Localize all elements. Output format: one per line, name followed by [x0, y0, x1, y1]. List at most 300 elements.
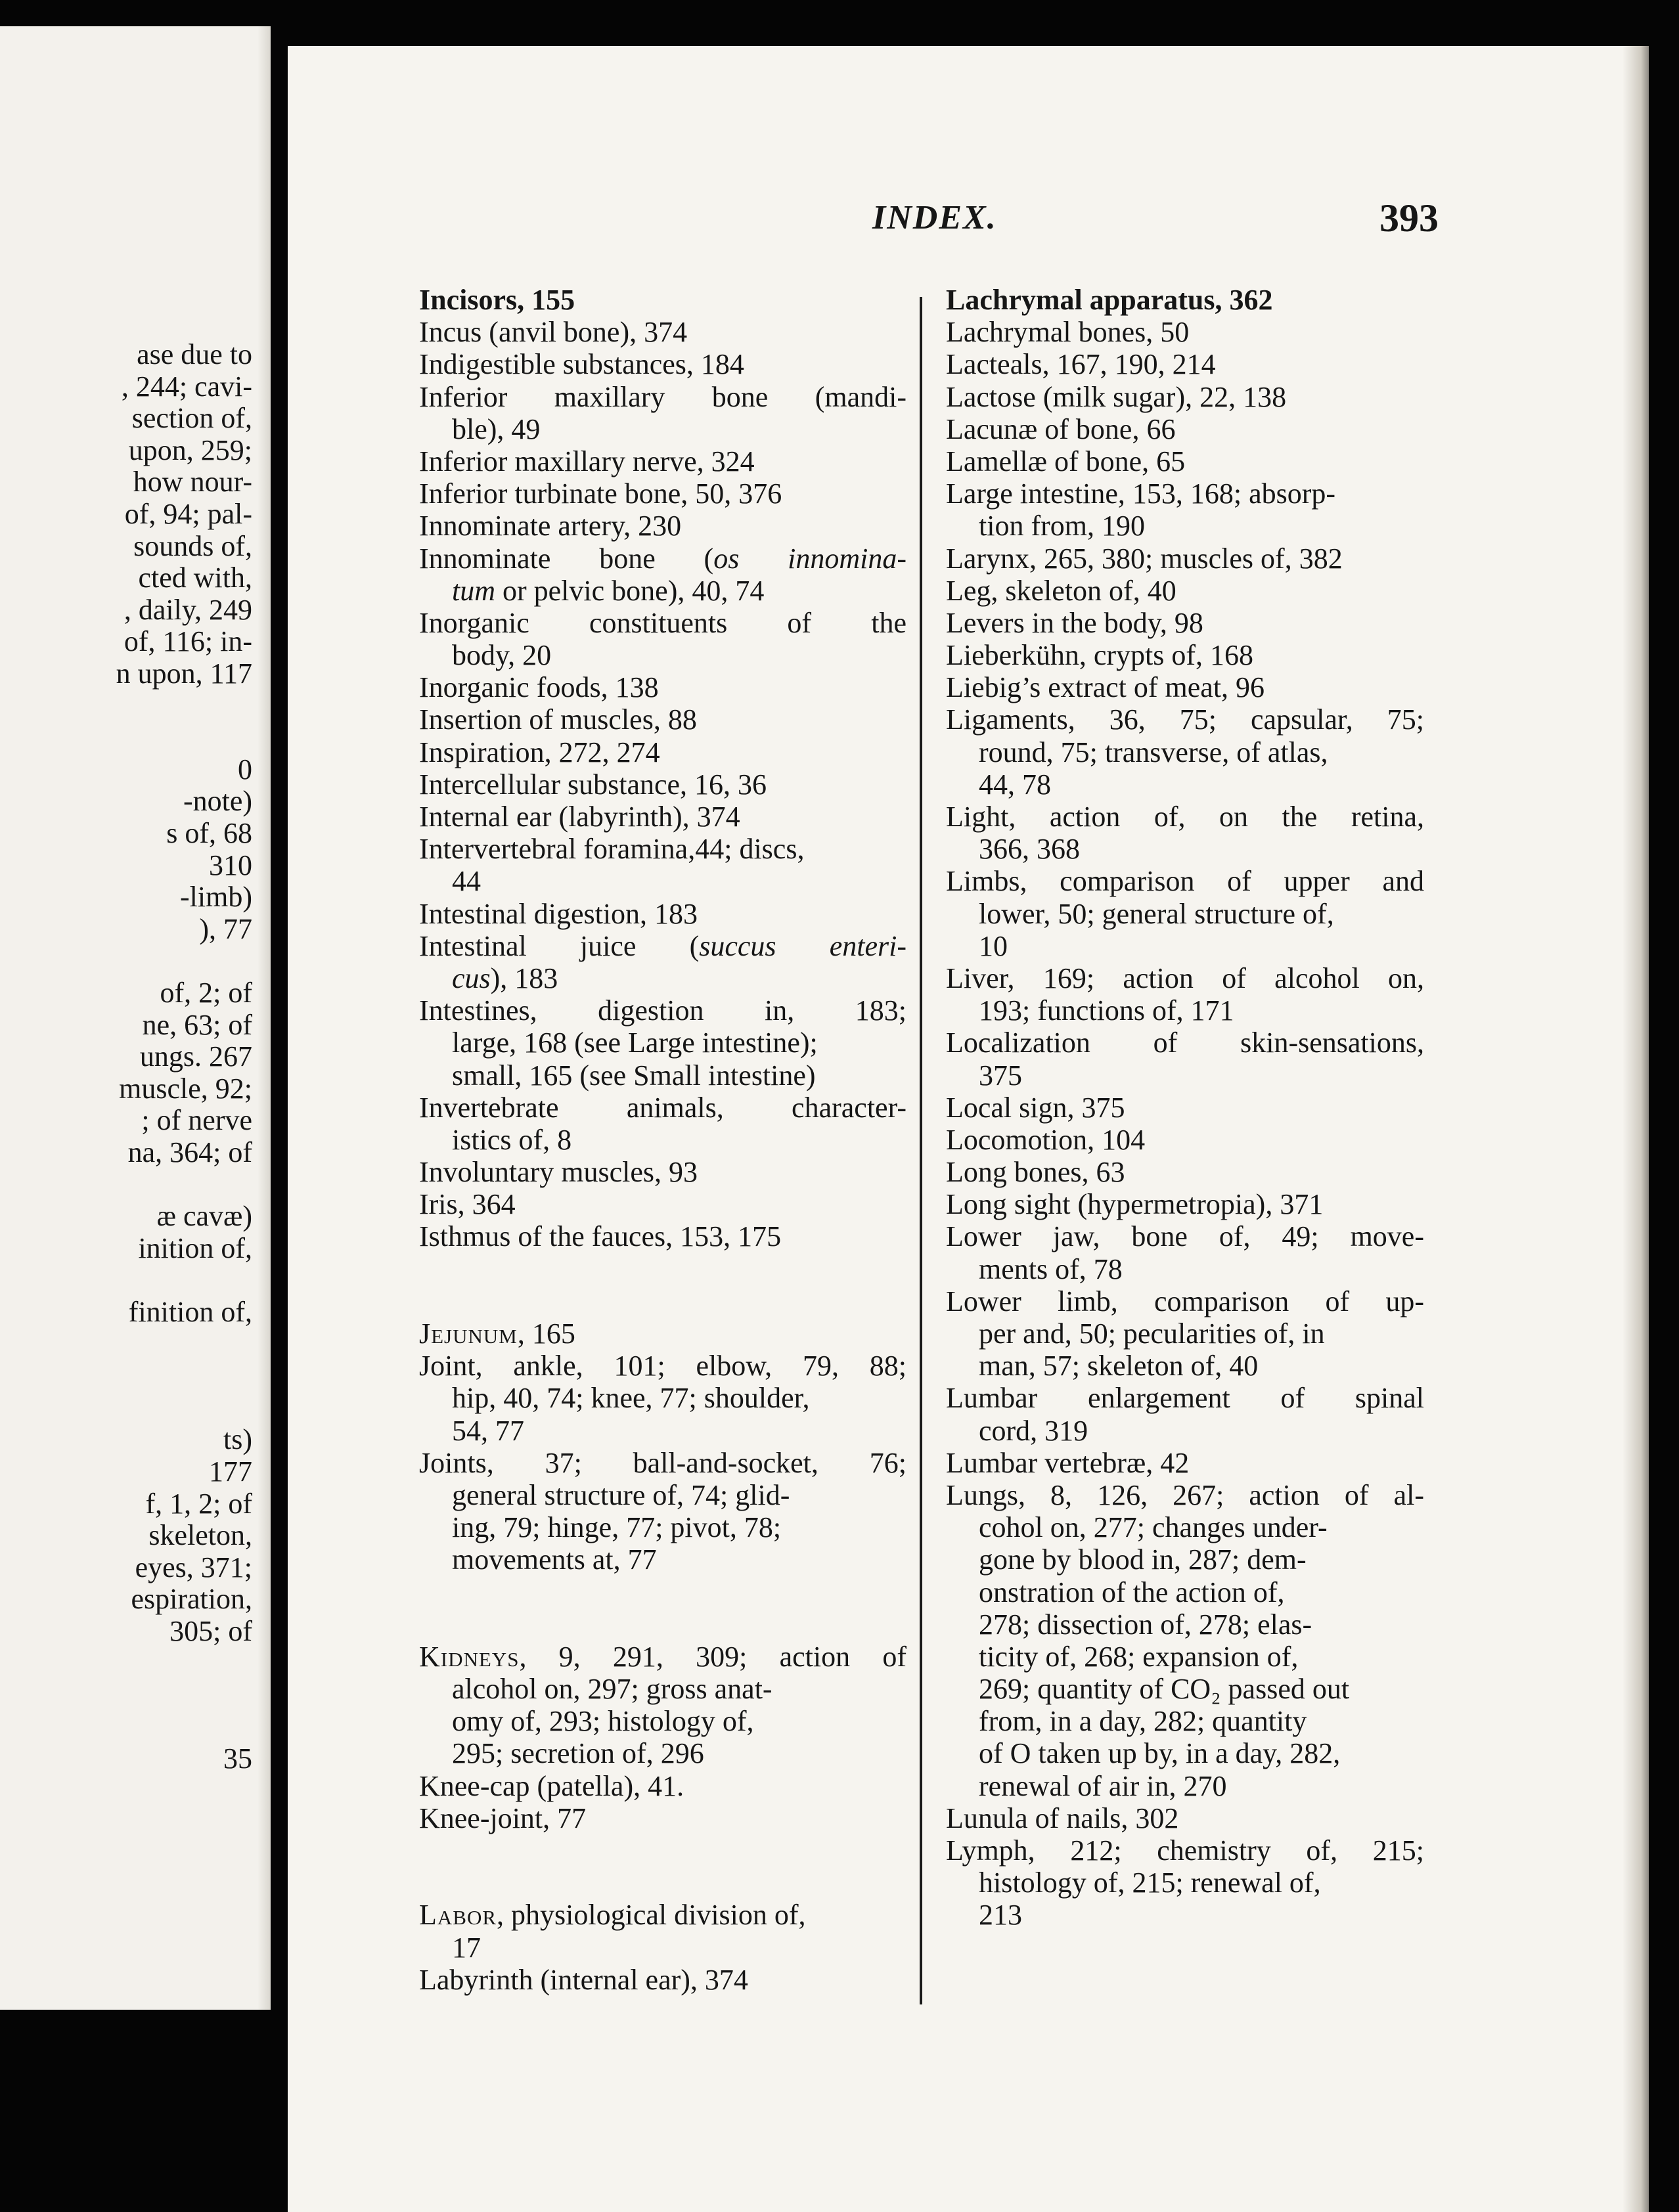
entry-text	[946, 607, 1203, 639]
entry-segment: renewal of air in, 270	[979, 1769, 1227, 1802]
entry-text	[452, 1673, 772, 1705]
entry-segment: Larynx, 265, 380; muscles of, 382	[946, 542, 1343, 575]
facing-page-line: cted with,	[138, 562, 252, 594]
index-entry	[946, 284, 1424, 316]
index-entry	[419, 768, 907, 801]
facing-page-line: 310	[209, 849, 252, 881]
entry-text	[946, 1220, 1424, 1252]
entry-segment: Lumbar vertebræ, 42	[946, 1446, 1190, 1479]
entry-segment: 193; functions of, 171	[979, 994, 1234, 1027]
entry-text	[979, 833, 1080, 865]
entry-spacer	[419, 1608, 907, 1641]
entry-text	[979, 1608, 1312, 1641]
index-entry	[419, 542, 907, 575]
index-column-right	[946, 284, 1424, 1932]
entry-segment: Isthmus of the fauces, 153, 175	[419, 1220, 782, 1253]
entry-text	[946, 445, 1185, 477]
entry-segment: , physiological division of,	[497, 1899, 806, 1932]
entry-spacer	[419, 1834, 907, 1867]
entry-segment: histology of, 215; renewal of,	[979, 1867, 1321, 1899]
index-entry-continuation	[946, 1059, 1424, 1092]
index-entry	[946, 607, 1424, 639]
facing-page-line: ), 77	[199, 912, 252, 945]
entry-segment: Lacteals, 167, 190, 214	[946, 348, 1216, 381]
entry-segment: alcohol on, 297; gross anat-	[452, 1673, 772, 1706]
entry-segment: Limbs, comparison of upper and	[946, 865, 1424, 898]
entry-segment: 269; quantity of CO₂ passed out	[979, 1673, 1350, 1706]
entry-text	[452, 962, 558, 994]
entry-text	[452, 639, 551, 671]
index-entry	[419, 445, 907, 477]
entry-text	[419, 801, 740, 833]
index-entry-continuation	[946, 1770, 1424, 1802]
entry-text	[419, 542, 907, 575]
entry-text	[946, 865, 1424, 897]
facing-page-line: eyes, 371;	[135, 1551, 252, 1583]
entry-segment: Lactose (milk sugar), 22, 138	[946, 380, 1287, 413]
entry-segment: Light, action of, on the retina,	[946, 801, 1424, 833]
entry-segment: Lunula of nails, 302	[946, 1802, 1179, 1834]
index-entry-continuation	[419, 1124, 907, 1156]
facing-page-line: espiration,	[131, 1583, 252, 1616]
entry-text	[419, 768, 767, 801]
index-entry	[946, 801, 1424, 833]
facing-page-line: -note)	[183, 785, 252, 818]
index-entry	[419, 1156, 907, 1188]
entry-segment: Joint, ankle, 101; elbow, 79, 88;	[419, 1350, 907, 1382]
entry-segment: Internal ear (labyrinth), 374	[419, 801, 740, 833]
index-entry-continuation	[946, 930, 1424, 962]
letter-heading-word: Jejunum	[419, 1317, 518, 1350]
index-entry	[419, 1350, 907, 1382]
index-entry-continuation	[419, 962, 907, 994]
entry-text	[946, 1156, 1125, 1188]
entry-text	[979, 1737, 1340, 1769]
entry-text	[979, 510, 1145, 542]
facing-page-line: -limb)	[180, 881, 252, 914]
index-entry-continuation	[946, 1705, 1424, 1737]
entry-spacer	[419, 1285, 907, 1317]
index-entry-continuation	[419, 413, 907, 445]
entry-segment: Lachrymal apparatus, 362	[946, 284, 1273, 316]
entry-segment: movements at, 77	[452, 1543, 657, 1576]
index-entry	[419, 1188, 907, 1220]
index-entry-continuation	[946, 1543, 1424, 1576]
entry-text	[946, 575, 1176, 607]
entry-segment: ticity of, 268; expansion of,	[979, 1640, 1299, 1673]
entry-segment: Ligaments, 36, 75; capsular, 75;	[946, 703, 1424, 736]
letter-heading-word: Kidneys	[419, 1640, 520, 1673]
entry-segment: gone by blood in, 287; dem-	[979, 1543, 1307, 1576]
entry-segment: tion from, 190	[979, 510, 1145, 542]
entry-segment: Lamellæ of bone, 65	[946, 445, 1186, 477]
entry-text	[979, 1899, 1022, 1931]
entry-segment: 278; dissection of, 278; elas-	[979, 1608, 1312, 1641]
index-entry	[946, 639, 1424, 671]
index-entry-continuation	[419, 1705, 907, 1737]
entry-text	[946, 413, 1175, 445]
entry-text	[452, 1382, 810, 1414]
index-entry-continuation	[419, 865, 907, 897]
entry-segment: cohol on, 277; changes under-	[979, 1511, 1328, 1544]
entry-segment: Lower jaw, bone of, 49; move-	[946, 1220, 1424, 1253]
index-entry	[946, 1479, 1424, 1511]
index-entry-continuation	[946, 768, 1424, 801]
index-entry-continuation	[419, 1479, 907, 1511]
entry-text	[946, 1834, 1424, 1867]
index-entry-continuation	[946, 898, 1424, 930]
entry-text	[979, 898, 1334, 930]
entry-spacer	[419, 1253, 907, 1285]
index-entry	[946, 348, 1424, 380]
entry-segment: Incus (anvil bone), 374	[419, 316, 688, 349]
entry-text	[419, 1802, 586, 1834]
entry-segment: Lumbar enlargement of spinal	[946, 1382, 1424, 1415]
facing-page-line: section of,	[131, 402, 252, 435]
entry-segment: istics of, 8	[452, 1123, 572, 1156]
index-entry-continuation	[419, 1382, 907, 1414]
index-entry	[419, 381, 907, 413]
facing-page-line: ne, 63; of	[142, 1008, 252, 1041]
index-entry	[419, 284, 907, 316]
column-rule	[920, 297, 922, 2004]
entry-text	[419, 1188, 516, 1220]
index-entry	[946, 703, 1424, 736]
entry-segment: Levers in the body, 98	[946, 606, 1203, 639]
facing-page-line: of, 2; of	[160, 977, 252, 1009]
index-entry	[419, 833, 907, 865]
index-entry	[419, 1641, 907, 1673]
entry-text	[946, 801, 1424, 833]
entry-segment: of O taken up by, in a day, 282,	[979, 1737, 1341, 1770]
index-entry-continuation	[419, 1059, 907, 1092]
entry-segment: Involuntary muscles, 93	[419, 1156, 698, 1189]
entry-segment: Knee-cap (patella), 41.	[419, 1769, 684, 1802]
entry-segment: hip, 40, 74; knee, 77; shoulder,	[452, 1382, 810, 1415]
entry-segment: cord, 319	[979, 1414, 1088, 1447]
entry-text	[419, 1447, 907, 1479]
entry-text	[979, 1350, 1258, 1382]
entry-text	[979, 1705, 1307, 1737]
index-entry-continuation	[419, 1415, 907, 1447]
facing-page-line: 35	[223, 1742, 252, 1775]
entry-text	[946, 1382, 1424, 1414]
index-entry-continuation	[946, 1317, 1424, 1350]
entry-text	[946, 1447, 1189, 1479]
index-entry	[419, 1802, 907, 1834]
entry-text	[979, 1317, 1325, 1350]
index-entry	[946, 381, 1424, 413]
index-entry	[946, 477, 1424, 510]
entry-text	[946, 1188, 1323, 1220]
entry-text	[979, 1641, 1298, 1673]
facing-page-line: f, 1, 2; of	[145, 1487, 252, 1520]
entry-segment: , 9, 291, 309; action of	[519, 1640, 907, 1673]
index-entry	[419, 348, 907, 380]
entry-text	[419, 1899, 806, 1931]
index-entry	[419, 898, 907, 930]
entry-text	[419, 994, 907, 1027]
entry-text	[979, 768, 1051, 801]
entry-text	[419, 1092, 907, 1124]
entry-segment: Invertebrate animals, character-	[419, 1091, 907, 1124]
entry-text	[419, 445, 755, 477]
index-entry	[419, 671, 907, 703]
entry-text	[452, 1059, 816, 1092]
facing-page-line: , 244; cavi-	[121, 370, 252, 403]
index-column-left	[419, 284, 907, 1996]
index-entry	[946, 1802, 1424, 1834]
index-entry-continuation	[946, 1737, 1424, 1769]
entry-segment: 295; secretion of, 296	[452, 1737, 704, 1770]
entry-segment: Intestinal digestion, 183	[419, 897, 698, 930]
entry-segment: large, 168 (see Large intestine);	[452, 1027, 818, 1059]
index-entry-continuation	[419, 1673, 907, 1705]
entry-segment: Indigestible substances, 184	[419, 348, 744, 381]
entry-text	[419, 1220, 781, 1252]
entry-text	[419, 381, 907, 413]
facing-page-line: 305; of	[169, 1615, 252, 1647]
gutter-shadow	[257, 26, 271, 2010]
entry-text	[979, 1576, 1285, 1608]
index-entry	[946, 575, 1424, 607]
entry-segment: 44	[452, 865, 481, 898]
index-entry	[946, 1027, 1424, 1059]
entry-text	[979, 1867, 1321, 1899]
entry-segment: Labyrinth (internal ear), 374	[419, 1963, 748, 1996]
index-entry	[946, 1220, 1424, 1252]
index-entry	[946, 1447, 1424, 1479]
entry-text	[946, 671, 1265, 703]
index-entry	[419, 1447, 907, 1479]
facing-page-line: 177	[209, 1455, 252, 1488]
entry-segment: Iris, 364	[419, 1188, 516, 1221]
index-entry	[946, 962, 1424, 994]
entry-segment: cus	[452, 962, 491, 994]
entry-segment: from, in a day, 282; quantity	[979, 1705, 1307, 1738]
facing-page-line: ase due to	[137, 338, 252, 370]
index-entry	[946, 1092, 1424, 1124]
entry-segment: Liver, 169; action of alcohol on,	[946, 962, 1424, 994]
entry-segment: 213	[979, 1899, 1022, 1932]
entry-text	[452, 1124, 571, 1156]
entry-text	[979, 1059, 1022, 1092]
index-entry-continuation	[419, 1511, 907, 1543]
facing-page-line: na, 364; of	[127, 1136, 252, 1168]
entry-segment: Inorganic foods, 138	[419, 671, 659, 704]
index-entry-continuation	[946, 736, 1424, 768]
entry-text	[946, 348, 1216, 380]
entry-text	[419, 316, 687, 348]
index-entry	[946, 542, 1424, 575]
entry-text	[452, 575, 764, 607]
entry-text	[419, 1350, 907, 1382]
facing-page-line: æ cavæ)	[156, 1200, 252, 1233]
index-entry	[419, 607, 907, 639]
entry-text	[979, 1415, 1088, 1447]
index-entry	[946, 671, 1424, 703]
entry-segment: succus enteri-	[699, 929, 907, 962]
facing-page-fragment	[0, 26, 271, 2010]
entry-segment: Lachrymal bones, 50	[946, 316, 1190, 349]
entry-segment: 375	[979, 1059, 1022, 1092]
entry-text	[452, 1479, 790, 1511]
entry-text	[452, 413, 540, 445]
index-entry	[419, 703, 907, 736]
index-entry	[946, 1285, 1424, 1317]
entry-text	[946, 1479, 1424, 1511]
page-number: 393	[1379, 196, 1439, 240]
entry-text	[979, 1253, 1123, 1285]
entry-segment: Intestines, digestion in, 183;	[419, 994, 907, 1027]
entry-text	[979, 1543, 1307, 1576]
entry-segment: 44, 78	[979, 768, 1051, 801]
index-entry	[946, 1382, 1424, 1414]
index-entry-continuation	[419, 1932, 907, 1964]
entry-segment: Liebig’s extract of meat, 96	[946, 671, 1265, 704]
entry-segment: round, 75; transverse, of atlas,	[979, 736, 1328, 768]
facing-page-line: , daily, 249	[123, 593, 252, 626]
facing-page-line: sounds of,	[133, 529, 252, 562]
facing-page-line: inition of,	[138, 1231, 252, 1264]
index-entry	[946, 1156, 1424, 1188]
entry-segment: or pelvic bone), 40, 74	[495, 574, 765, 607]
entry-text	[452, 1027, 818, 1059]
entry-text	[419, 348, 744, 380]
entry-text	[979, 994, 1234, 1027]
entry-segment: Inspiration, 272, 274	[419, 736, 660, 768]
index-entry-continuation	[946, 1253, 1424, 1285]
facing-page-line: n upon, 117	[116, 657, 252, 690]
entry-segment: onstration of the action of,	[979, 1576, 1285, 1608]
index-entry	[419, 1092, 907, 1124]
page-edge-shadow	[1623, 46, 1649, 2212]
entry-text	[946, 284, 1272, 316]
entry-segment: Lower limb, comparison of up-	[946, 1285, 1424, 1317]
entry-segment: Long bones, 63	[946, 1156, 1125, 1189]
entry-text	[979, 1770, 1227, 1802]
entry-text	[419, 1770, 684, 1802]
entry-segment: ing, 79; hinge, 77; pivot, 78;	[452, 1511, 782, 1544]
index-entry-continuation	[946, 1608, 1424, 1641]
index-entry	[419, 994, 907, 1027]
entry-segment: Locomotion, 104	[946, 1123, 1146, 1156]
index-entry	[419, 1964, 907, 1996]
entry-text	[419, 930, 907, 962]
entry-segment: 10	[979, 929, 1008, 962]
index-entry-continuation	[946, 510, 1424, 542]
index-entry-continuation	[946, 1867, 1424, 1899]
entry-segment: Long sight (hypermetropia), 371	[946, 1188, 1324, 1221]
entry-text	[419, 284, 575, 316]
entry-text	[419, 1317, 575, 1350]
entry-segment: Large intestine, 153, 168; absorp-	[946, 477, 1336, 510]
index-entry-continuation	[946, 1350, 1424, 1382]
entry-segment: ), 183	[490, 962, 558, 994]
index-page	[288, 46, 1649, 2212]
facing-page-line: muscle, 92;	[119, 1072, 252, 1105]
entry-text	[419, 607, 907, 639]
index-entry-continuation	[946, 1641, 1424, 1673]
entry-text	[419, 510, 681, 542]
index-entry	[419, 1220, 907, 1252]
entry-text	[946, 381, 1286, 413]
entry-segment: Localization of skin-sensations,	[946, 1027, 1424, 1059]
entry-segment: omy of, 293; histology of,	[452, 1705, 754, 1738]
entry-segment: os innomina-	[713, 542, 907, 575]
entry-text	[946, 316, 1189, 348]
entry-text	[946, 1802, 1178, 1834]
entry-text	[419, 1641, 907, 1673]
entry-text	[452, 1543, 657, 1576]
facing-page-line: ; of nerve	[141, 1104, 252, 1137]
index-entry	[419, 510, 907, 542]
entry-spacer	[419, 1576, 907, 1608]
entry-segment: Intervertebral foramina,44; discs,	[419, 833, 805, 866]
index-entry	[946, 445, 1424, 477]
facing-page-line: of, 94; pal-	[124, 498, 252, 530]
entry-segment: Inferior maxillary nerve, 324	[419, 445, 755, 477]
entry-text	[419, 898, 698, 930]
entry-text	[452, 1737, 704, 1769]
index-entry	[419, 316, 907, 348]
index-entry-continuation	[419, 1737, 907, 1769]
entry-text	[419, 703, 697, 736]
entry-text	[419, 1156, 698, 1188]
entry-text	[979, 930, 1008, 962]
entry-segment: tum	[452, 574, 495, 607]
entry-text	[419, 477, 782, 510]
index-entry	[419, 801, 907, 833]
index-entry	[419, 1317, 907, 1350]
index-entry	[419, 477, 907, 510]
entry-segment: Inferior maxillary bone (mandi-	[419, 380, 907, 413]
entry-segment: man, 57; skeleton of, 40	[979, 1350, 1259, 1382]
entry-segment: 366, 368	[979, 833, 1080, 866]
index-entry-continuation	[419, 1027, 907, 1059]
entry-segment: ments of, 78	[979, 1252, 1123, 1285]
entry-text	[419, 671, 659, 703]
entry-text	[946, 703, 1424, 736]
entry-segment: 17	[452, 1931, 481, 1964]
entry-segment: Innominate artery, 230	[419, 510, 682, 542]
entry-segment: Local sign, 375	[946, 1091, 1125, 1124]
index-entry	[419, 1899, 907, 1931]
entry-text	[946, 542, 1343, 575]
facing-page-line: how nour-	[133, 466, 252, 498]
entry-text	[419, 833, 804, 865]
facing-page-line: 0	[238, 753, 252, 785]
entry-segment: Lymph, 212; chemistry of, 215;	[946, 1834, 1424, 1867]
entry-text	[946, 477, 1335, 510]
entry-text	[979, 736, 1328, 768]
facing-page-line: ts)	[223, 1423, 252, 1456]
entry-text	[946, 1124, 1145, 1156]
entry-segment: , 165	[517, 1317, 575, 1350]
entry-text	[419, 1964, 748, 1996]
entry-segment: general structure of, 74; glid-	[452, 1478, 790, 1511]
entry-segment: body, 20	[452, 639, 552, 672]
entry-text	[946, 1027, 1424, 1059]
entry-segment: Insertion of muscles, 88	[419, 703, 697, 736]
index-entry	[946, 1188, 1424, 1220]
letter-heading-word: Labor	[419, 1899, 497, 1932]
index-entry-continuation	[946, 1673, 1424, 1705]
facing-page-line: finition of,	[128, 1296, 252, 1328]
facing-page-line: ungs. 267	[139, 1040, 252, 1073]
entry-segment: 54, 77	[452, 1414, 524, 1447]
entry-text	[452, 865, 481, 897]
